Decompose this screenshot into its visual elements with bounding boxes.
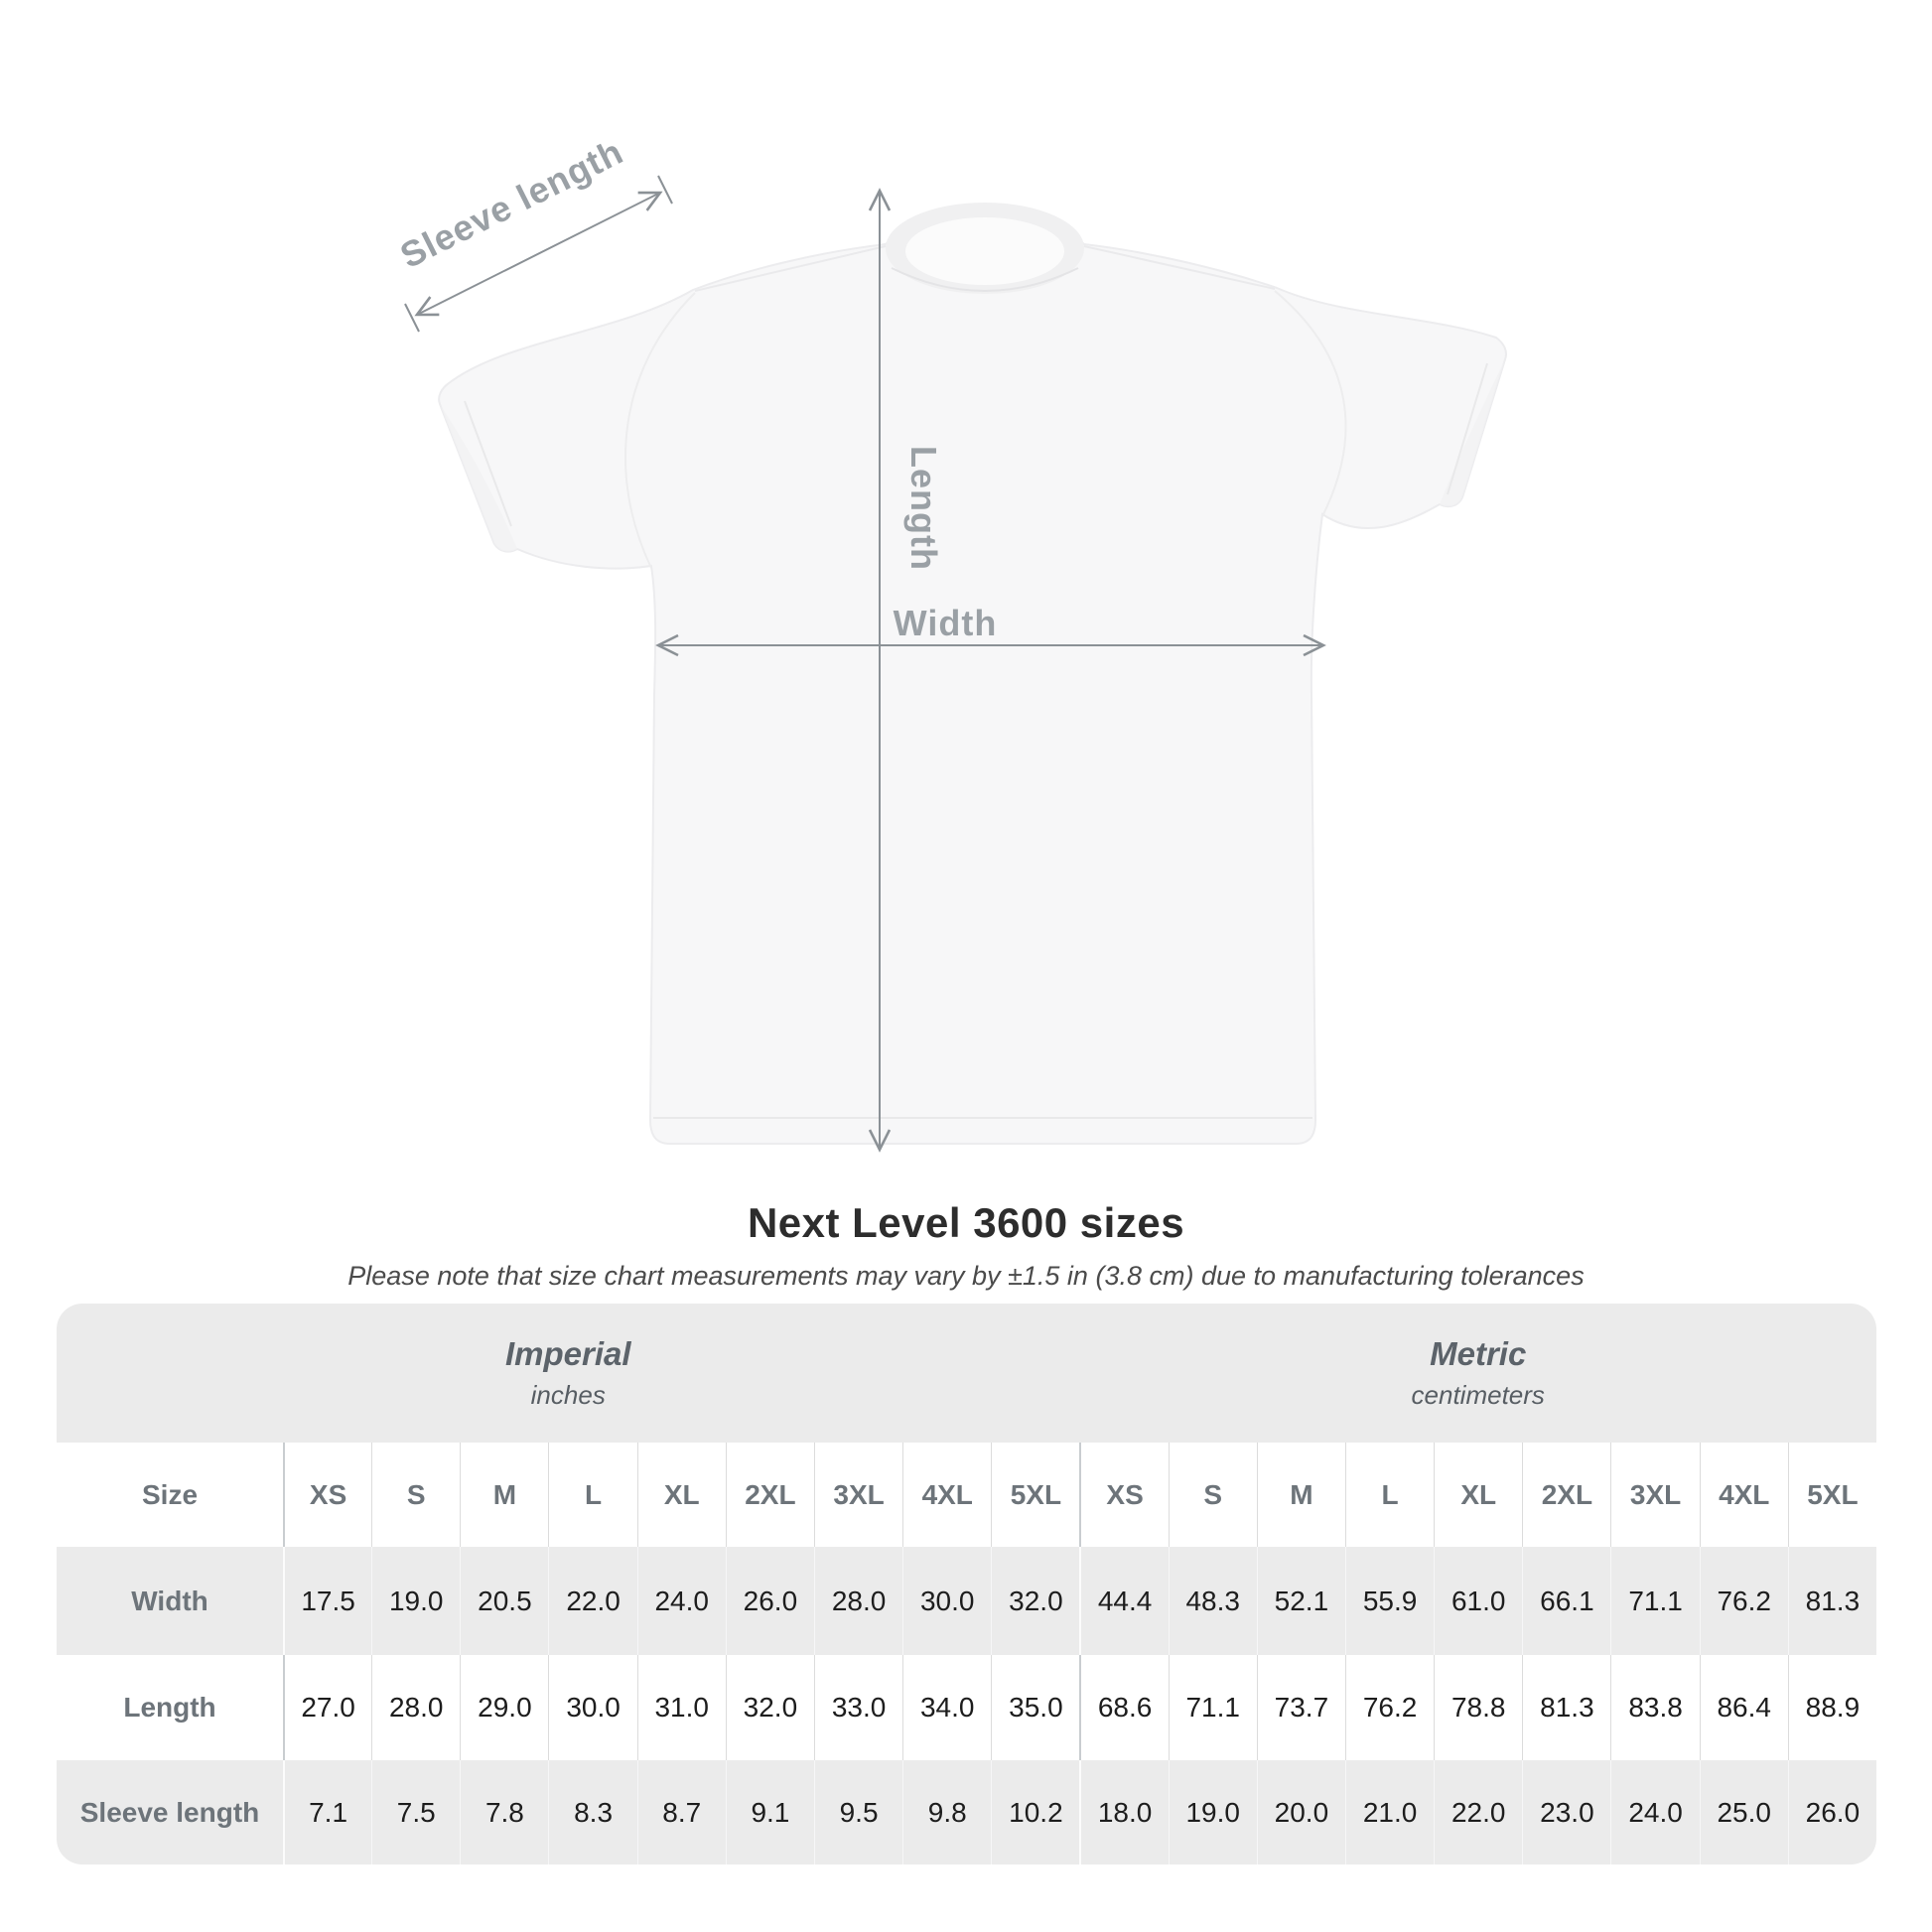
imperial-value-cell: 20.5 [460,1547,548,1655]
sleeve-arrow-tick-top [658,176,672,204]
imperial-value-cell: 7.1 [283,1760,371,1864]
imperial-value-cell: 8.7 [637,1760,726,1864]
size-header-cell: L [1345,1443,1434,1547]
imperial-value-cell: 24.0 [637,1547,726,1655]
size-header-cell: XL [1434,1443,1522,1547]
metric-value-cell: 44.4 [1079,1547,1168,1655]
metric-value-cell: 83.8 [1610,1655,1699,1760]
sleeve-arrow-tick-bottom [405,304,419,332]
size-header-cell: 5XL [991,1443,1079,1547]
imperial-sublabel: inches [530,1380,606,1410]
metric-value-cell: 20.0 [1257,1760,1345,1864]
metric-sublabel: centimeters [1411,1380,1545,1410]
metric-value-cell: 52.1 [1257,1547,1345,1655]
size-header-cell: XS [283,1443,371,1547]
imperial-value-cell: 28.0 [371,1655,460,1760]
metric-value-cell: 25.0 [1700,1760,1788,1864]
width-label: Width [893,603,998,643]
metric-value-cell: 71.1 [1169,1655,1257,1760]
imperial-value-cell: 30.0 [902,1547,991,1655]
metric-value-cell: 26.0 [1788,1760,1876,1864]
size-header-cell: 4XL [1700,1443,1788,1547]
imperial-value-cell: 29.0 [460,1655,548,1760]
metric-value-cell: 19.0 [1169,1760,1257,1864]
collar-opening [905,217,1064,285]
metric-value-cell: 22.0 [1434,1760,1522,1864]
size-header-cell: M [460,1443,548,1547]
size-header-cell: 5XL [1788,1443,1876,1547]
metric-value-cell: 23.0 [1522,1760,1610,1864]
size-column-header: Size [141,1478,199,1510]
size-header-cell: 3XL [1610,1443,1699,1547]
imperial-value-cell: 9.8 [902,1760,991,1864]
page-title: Next Level 3600 sizes [747,1199,1185,1246]
imperial-value-cell: 9.5 [814,1760,902,1864]
metric-value-cell: 71.1 [1610,1547,1699,1655]
metric-value-cell: 24.0 [1610,1760,1699,1864]
sleeve-length-label: Sleeve length [393,130,630,277]
metric-value-cell: 66.1 [1522,1547,1610,1655]
size-header-cell: S [371,1443,460,1547]
metric-value-cell: 55.9 [1345,1547,1434,1655]
imperial-value-cell: 17.5 [283,1547,371,1655]
size-header-cell: M [1257,1443,1345,1547]
metric-value-cell: 81.3 [1522,1655,1610,1760]
tshirt-graphic [439,220,1506,1144]
imperial-label: Imperial [504,1335,631,1372]
metric-value-cell: 21.0 [1345,1760,1434,1864]
size-table [57,1304,1876,1864]
imperial-value-cell: 35.0 [991,1655,1079,1760]
metric-value-cell: 18.0 [1079,1760,1168,1864]
size-header-cell: XS [1079,1443,1168,1547]
size-header-cell: 4XL [902,1443,991,1547]
imperial-value-cell: 7.5 [371,1760,460,1864]
imperial-value-cell: 31.0 [637,1655,726,1760]
metric-value-cell: 78.8 [1434,1655,1522,1760]
size-header-cell: 2XL [726,1443,814,1547]
metric-value-cell: 61.0 [1434,1547,1522,1655]
metric-value-cell: 48.3 [1169,1547,1257,1655]
imperial-value-cell: 30.0 [548,1655,636,1760]
metric-value-cell: 86.4 [1700,1655,1788,1760]
size-header-cell: L [548,1443,636,1547]
size-header-cell: 3XL [814,1443,902,1547]
metric-value-cell: 76.2 [1700,1547,1788,1655]
imperial-value-cell: 32.0 [991,1547,1079,1655]
imperial-value-cell: 19.0 [371,1547,460,1655]
imperial-value-cell: 32.0 [726,1655,814,1760]
imperial-value-cell: 26.0 [726,1547,814,1655]
metric-value-cell: 81.3 [1788,1547,1876,1655]
metric-unit-header [1079,1304,1876,1443]
metric-label: Metric [1430,1335,1527,1372]
imperial-value-cell: 10.2 [991,1760,1079,1864]
imperial-value-cell: 8.3 [548,1760,636,1864]
imperial-value-cell: 7.8 [460,1760,548,1864]
imperial-value-cell: 34.0 [902,1655,991,1760]
size-header-cell: 2XL [1522,1443,1610,1547]
row-label: Sleeve length [57,1760,283,1864]
row-label: Length [123,1692,216,1723]
row-label: Width [57,1547,283,1655]
imperial-value-cell: 33.0 [814,1655,902,1760]
imperial-value-cell: 27.0 [283,1655,371,1760]
size-header-cell: XL [637,1443,726,1547]
length-label: Length [903,446,944,571]
imperial-value-cell: 28.0 [814,1547,902,1655]
metric-value-cell: 88.9 [1788,1655,1876,1760]
imperial-unit-header [57,1304,1079,1443]
metric-value-cell: 73.7 [1257,1655,1345,1760]
imperial-value-cell: 9.1 [726,1760,814,1864]
metric-value-cell: 76.2 [1345,1655,1434,1760]
size-header-cell: S [1169,1443,1257,1547]
tolerance-note: Please note that size chart measurements may vary by ±1.5 in (3.8 cm) due to manufacturing tolerances [347,1261,1585,1291]
metric-value-cell: 68.6 [1079,1655,1168,1760]
imperial-value-cell: 22.0 [548,1547,636,1655]
